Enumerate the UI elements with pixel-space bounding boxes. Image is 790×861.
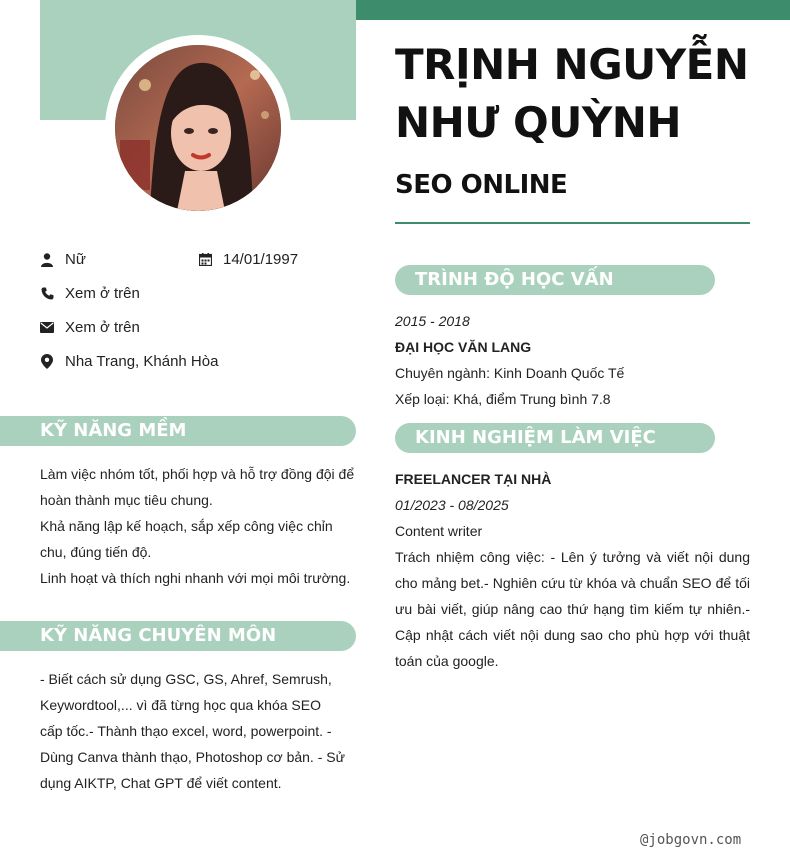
name-divider [395,222,750,224]
address-row [40,353,218,370]
education-major: Chuyên ngành: Kinh Doanh Quốc Tế [395,365,625,381]
experience-dates: 01/2023 - 08/2025 [395,497,509,513]
education-heading: TRÌNH ĐỘ HỌC VẤN [395,265,715,295]
education-school: ĐẠI HỌC VĂN LANG [395,339,532,355]
calendar-icon [198,253,212,267]
hard-skills-content [40,666,346,796]
gender-row [40,251,86,268]
name-line-1: TRỊNH NGUYỄN [395,40,749,89]
position-title: SEO ONLINE [395,170,568,200]
gender-value: Nữ [65,251,86,268]
experience-company: FREELANCER TẠI NHÀ [395,471,552,487]
phone-icon [40,287,54,301]
email-row [40,319,140,336]
soft-skill-line: Làm việc nhóm tốt, phối hợp và hỗ trợ đồng đội để hoàn thành mục tiêu chung. [40,466,355,508]
map-pin-icon [40,355,54,369]
user-icon [40,253,54,267]
experience-heading: KINH NGHIỆM LÀM VIỆC [395,423,715,453]
education-grade: Xếp loại: Khá, điểm Trung bình 7.8 [395,391,611,407]
soft-skill-line: Khả năng lập kế hoạch, sắp xếp công việc chỉn chu, đúng tiến độ. [40,518,333,560]
birthday-row [198,251,298,268]
hard-skills-text: - Biết cách sử dụng GSC, GS, Ahref, Semrush, Keywordtool,... vì đã từng học qua khóa SEO cấp tốc.- Thành thạo excel, word, powerpoint. - Dùng Canva thành thạo, Photoshop cơ bản. - Sử dụng AIKTP, Chat GPT để viết content. [40,671,345,791]
experience-description: Trách nhiệm công việc: - Lên ý tưởng và viết nội dung cho mảng bet.- Nghiên cứu từ khóa và chuẩn SEO để tối ưu bài viết, giúp nâng cao thứ hạng tìm kiếm tự nhiên.- Cập nhật cách viết nội dung sao cho phù hợp với thuật toán của google. [395,549,750,669]
experience-role: Content writer [395,523,483,539]
experience-content [395,466,750,674]
soft-skills-content [40,461,356,591]
education-years: 2015 - 2018 [395,313,470,329]
education-content [395,308,750,412]
birthday-value: 14/01/1997 [223,251,299,268]
email-value: Xem ở trên [65,319,140,336]
phone-value: Xem ở trên [65,285,140,302]
phone-row [40,285,140,302]
top-accent-bar [356,0,790,20]
hard-skills-heading: KỸ NĂNG CHUYÊN MÔN [0,621,356,651]
watermark: @jobgovn.com [640,832,742,848]
name-line-2: NHƯ QUỲNH [395,98,682,147]
avatar-photo [115,45,281,211]
candidate-name [395,36,775,152]
soft-skill-line: Linh hoạt và thích nghi nhanh với mọi môi trường. [40,570,351,586]
address-value: Nha Trang, Khánh Hòa [65,353,219,370]
soft-skills-heading: KỸ NĂNG MỀM [0,416,356,446]
envelope-icon [40,321,54,335]
avatar [115,45,281,211]
